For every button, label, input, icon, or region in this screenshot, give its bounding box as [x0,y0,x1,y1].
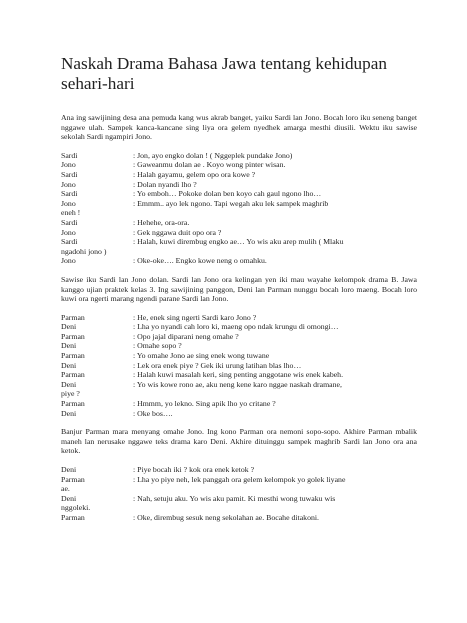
speaker-name: Sardi [61,150,78,160]
dialog-line [61,218,417,228]
speaker-name: Parman [61,370,85,380]
dialog-text: : Omahe sopo ? [133,341,182,351]
dialog-text: : Piye bocah iki ? kok ora enek ketok ? [133,465,255,474]
dialog-line [61,399,417,409]
speaker-name: Sardi [61,217,78,227]
dialog-line [61,189,417,199]
speaker-name: Deni [61,322,77,332]
dialog-line [61,151,417,161]
dialog-text: : Halah gayamu, gelem opo ora kowe ? [133,169,256,179]
dialog-line [61,228,417,238]
dialog-line [61,313,417,323]
dialog-line [61,256,417,266]
dialog-text: : Nah, setuju aku. Yo wis aku pamit. Ki mesthi wong tuwaku wis [133,493,336,503]
dialog-line [61,380,417,390]
dialog-text: : Dolan nyandi lho ? [133,179,197,189]
dialog-line [61,180,417,190]
speaker-name: Parman [61,331,85,341]
speaker-name: Jono [61,227,76,237]
speaker-name: Deni [61,408,77,418]
dialog-text-continuation: nggoleki. [61,503,91,513]
dialog-text: : Halah, kuwi dirembug engko ae… Yo wis aku arep mulih ( Mlaku [133,237,344,247]
speaker-name: Deni [61,493,77,503]
speaker-name: Parman [61,312,85,322]
dialog-line [61,361,417,371]
dialog-text: : Opo jajal diparani neng omahe ? [133,331,239,341]
narration-paragraph-3: Banjur Parman mara menyang omahe Jono. Ing kono Parman ora nemoni sopo-sopo. Akhire Parman mbalik maneh lan nerusake nggawe teks drama karo Deni. Akhire dituinggu sampek maghrib Sardi lan Jono ora ana ketok. [61,427,417,456]
dialog-text-continuation: eneh ! [61,208,81,218]
speaker-name: Jono [61,160,76,170]
dialog-text: : Jon, ayo engko dolan ! ( Nggeplek pundake Jono) [133,150,293,160]
dialog-text: : Yo wis kowe rono ae, aku neng kene karo nggae naskah dramane, [133,379,342,389]
dialog-text: : Oke bos…. [133,408,173,418]
dialog-line [61,322,417,332]
narration-paragraph-2: Sawise iku Sardi lan Jono dolan. Sardi lan Jono ora kelingan yen iki mau wayahe kelompok drama B. Jawa kanggo ujian praktek kelas 3. Ing sawijining panggon, Deni lan Parman nunggu bocah loro maeng. Bocah loro kuwi ora ngerti marang ngendi parane Sardi lan Jono. [61,274,417,304]
dialog-text: : Hmmm, yo lekno. Sing apik lho yo critane ? [133,399,276,409]
dialog-text: : Gaweanmu dolan ae . Koyo wong pinter wisan. [133,160,286,170]
speaker-name: Deni [61,465,77,474]
dialog-text: : Gek nggawa duit opo ora ? [133,227,222,237]
dialog-line [61,237,417,247]
dialog-text: : Emmm.. ayo lek ngono. Tapi wegah aku lek sampek maghrib [133,198,329,208]
dialog-text: : Oke, dirembug sesuk neng sekolahan ae. Bocahe ditakoni. [133,512,319,522]
speaker-name: Jono [61,179,76,189]
dialog-text-continuation: piye ? [61,389,80,399]
dialog-line [61,332,417,342]
dialog-line [61,513,417,523]
dialog-line [61,341,417,351]
speaker-name: Parman [61,512,85,522]
dialog-text: : Yo omahe Jono ae sing enek wong tuwane [133,351,270,361]
dialog-text: : Lek ora enek piye ? Gek iki urung latihan blas lho… [133,360,302,370]
speaker-name: Deni [61,341,77,351]
dialog-section-1 [61,151,417,266]
intro-paragraph: Ana ing sawijining desa ana pemuda kang wus akrab banget, yaiku Sardi lan Jono. Bocah loro iku seneng banget nggawe ulah. Sampek kanca-kancane sing liya ora gelem nyedhek amarga mesthi diusili. Wektu iku sawise sekolah Sardi ngampiri Jono. [61,113,417,142]
document-title: Naskah Drama Bahasa Jawa tentang kehidupan sehari-hari [61,54,387,93]
dialog-line [61,160,417,170]
speaker-name: Jono [61,198,76,208]
dialog-line [61,475,417,485]
dialog-text-continuation: ae. [61,484,70,494]
dialog-section-2 [61,313,417,419]
speaker-name: Parman [61,351,85,361]
speaker-name: Sardi [61,169,78,179]
dialog-text: : Lha yo piye neh, lek panggah ora gelem kelompok yo golek liyane [133,474,346,484]
dialog-text: : Oke-oke…. Engko kowe neng o omahku. [133,256,267,266]
dialog-text: : Halah kuwi masalah keri, sing penting anggotane wis enek kabeh. [133,370,344,380]
dialog-line [61,199,417,209]
dialog-line [61,370,417,380]
speaker-name: Parman [61,399,85,409]
dialog-line [61,409,417,419]
dialog-text: : Yo emboh… Pokoke dolan ben koyo cah gaul ngono lho… [133,189,322,199]
speaker-name: Parman [61,474,85,484]
dialog-line [61,351,417,361]
dialog-text: : He, enek sing ngerti Sardi karo Jono ? [133,312,257,322]
dialog-line [61,494,417,504]
speaker-name: Jono [61,256,76,266]
dialog-line [61,465,417,475]
dialog-text: : Lha yo nyandi cah loro ki, maeng opo ndak krungu di omongi… [133,322,339,332]
speaker-name: Deni [61,360,77,370]
speaker-name: Deni [61,379,77,389]
dialog-section-3 [61,465,417,523]
speaker-name: Sardi [61,189,78,199]
dialog-line [61,170,417,180]
speaker-name: Sardi [61,237,78,247]
dialog-text-continuation: ngadohi jono ) [61,246,107,256]
dialog-text: : Hehehe, ora-ora. [133,217,190,227]
